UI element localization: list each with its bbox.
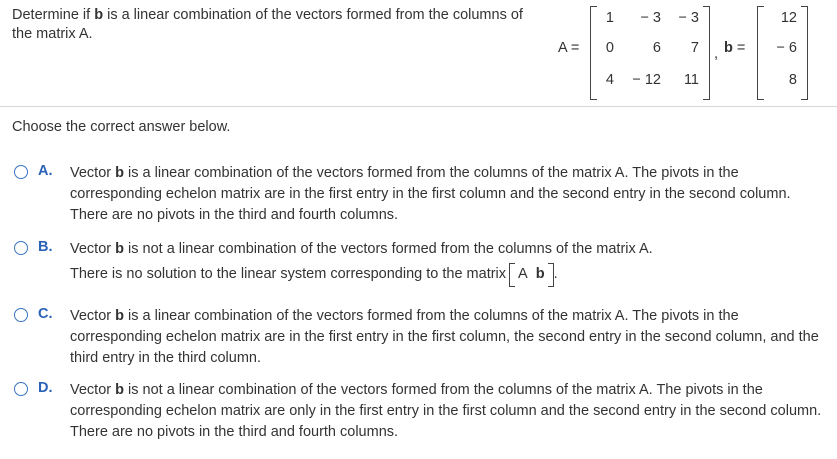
vector-b-right-bracket (801, 6, 808, 100)
option-text-part: is a linear combination of the vectors formed from the columns of the matrix A. The pivots in the corresponding echelon matrix are in the first entry in the first column, the second entry in the second column, and the third entry in the third column. (70, 308, 819, 366)
augmented-matrix (509, 263, 554, 285)
option-text-part: Vector (70, 241, 116, 257)
vector-b-symbol: b (115, 165, 124, 181)
aug-matrix-a: A (518, 266, 528, 283)
matrix-display (0, 4, 837, 100)
aug-vector-b: b (535, 266, 545, 283)
matrix-a-right-bracket (703, 6, 710, 100)
option-b-radio[interactable] (14, 241, 28, 255)
option-text-part: Vector (70, 382, 116, 398)
matrix-a-cell: 0 (605, 40, 614, 56)
option-a-letter: A. (38, 163, 53, 179)
option-d-radio[interactable] (14, 382, 28, 396)
vector-b-symbol: b (724, 40, 733, 56)
option-text-part: Vector (70, 165, 116, 181)
option-d-letter: D. (38, 380, 53, 396)
matrix-a-cell: 7 (690, 40, 699, 56)
matrix-a-cell: 6 (652, 40, 661, 56)
vector-b-symbol: b (115, 241, 124, 257)
section-divider (0, 106, 837, 107)
vector-b-left-bracket (757, 6, 764, 100)
aug-right-bracket (548, 263, 554, 287)
vector-b-equals: = (732, 40, 746, 56)
matrix-a-cell: 11 (683, 72, 699, 88)
option-text-part: There is no solution to the linear system corresponding to the matrix (70, 266, 507, 282)
vector-b-cell: 12 (780, 10, 797, 26)
matrix-a-cell: − 3 (640, 10, 661, 26)
option-a-radio[interactable] (14, 165, 28, 179)
matrix-a-cell: 1 (605, 10, 614, 26)
option-text-part: . (553, 266, 558, 282)
question-part: Determine if (12, 7, 95, 23)
vector-b-cell: − 6 (776, 40, 797, 56)
option-c-text (70, 306, 830, 369)
matrix-comma: , (714, 46, 719, 62)
aug-left-bracket (509, 263, 515, 287)
option-c-letter: C. (38, 306, 53, 322)
matrix-a-cell: 4 (605, 72, 614, 88)
option-text-part: is not a linear combination of the vectors formed from the columns of the matrix A. The pivots in the corresponding echelon matrix are only in the first entry in the first column and the second entry in the second column. There are no pivots in the third and fourth columns. (70, 382, 822, 440)
vector-b-cell: 8 (788, 72, 797, 88)
matrix-a-label: A = (558, 40, 580, 56)
option-c-radio[interactable] (14, 308, 28, 322)
question-part: is a linear combination of the vectors formed from the columns of the matrix A. (12, 7, 523, 42)
vector-b-symbol: b (94, 7, 104, 23)
option-b-text (70, 239, 830, 287)
option-b-letter: B. (38, 239, 53, 255)
matrix-a-cell: − 12 (632, 72, 661, 88)
option-text-part: is not a linear combination of the vectors formed from the columns of the matrix A. (124, 241, 653, 257)
option-text-part: Vector (70, 308, 116, 324)
vector-b-label (724, 40, 745, 56)
answer-prompt: Choose the correct answer below. (12, 119, 231, 135)
option-a-text (70, 163, 830, 226)
vector-b-symbol: b (115, 308, 124, 324)
option-text-part: is a linear combination of the vectors formed from the columns of the matrix A. The pivots in the corresponding echelon matrix are in the first entry in the first column and the second entry in the second column. There are no pivots in the third and fourth columns. (70, 165, 791, 223)
matrix-a-cell: − 3 (678, 10, 699, 26)
option-d-text (70, 380, 830, 443)
vector-b-symbol: b (115, 382, 124, 398)
